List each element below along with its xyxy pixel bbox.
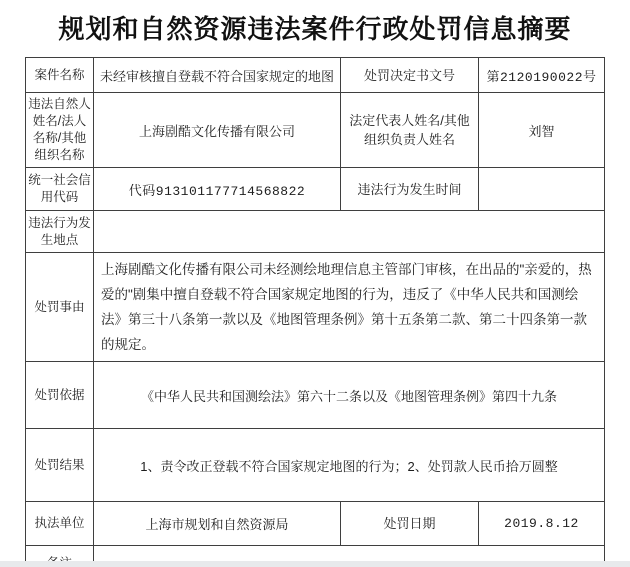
penalty-date-value: 2019.8.12 [479,502,605,546]
legal-representative-label: 法定代表人姓名/其他组织负责人姓名 [341,93,479,168]
table-row-violation-location [26,211,605,253]
table-row-enforcement-agency [26,502,605,546]
penalty-reason-label: 处罚事由 [26,253,94,362]
legal-representative-value: 刘智 [479,93,605,168]
case-name-label: 案件名称 [26,58,94,93]
page-bottom-edge [0,561,630,567]
violation-time-value [479,168,605,211]
table-row-penalty-basis [26,362,605,429]
offender-name-label: 违法自然人姓名/法人名称/其他组织名称 [26,93,94,168]
enforcement-agency-label: 执法单位 [26,502,94,546]
violation-location-label: 违法行为发生地点 [26,211,94,253]
penalty-reason-value: 上海剧酷文化传播有限公司未经测绘地理信息主管部门审核，在出品的"亲爱的，热爱的"剧集中擅自登载不符合国家规定地图的行为，违反了《中华人民共和国测绘法》第三十八条第一款以及《地图管理条例》第十五条第二款、第二十四条第一款的规定。 [94,253,605,362]
page-title: 规划和自然资源违法案件行政处罚信息摘要 [58,14,572,44]
penalty-result-label: 处罚结果 [26,429,94,502]
penalty-date-label: 处罚日期 [341,502,479,546]
table-row-penalty-result [26,429,605,502]
table-row-penalty-reason [26,253,605,362]
table-row-offender [26,93,605,168]
table-row-credit-code [26,168,605,211]
decision-doc-number-label: 处罚决定书文号 [341,58,479,93]
decision-doc-number-value: 第2120190022号 [479,58,605,93]
penalty-result-value: 1、责令改正登载不符合国家规定地图的行为；2、处罚款人民币拾万圆整 [94,429,605,502]
violation-location-value [94,211,605,253]
offender-name-value: 上海剧酷文化传播有限公司 [94,93,341,168]
credit-code-value: 代码913101177714568822 [94,168,341,211]
penalty-info-table [25,57,605,567]
penalty-basis-value: 《中华人民共和国测绘法》第六十二条以及《地图管理条例》第四十九条 [94,362,605,429]
enforcement-agency-value: 上海市规划和自然资源局 [94,502,341,546]
penalty-basis-label: 处罚依据 [26,362,94,429]
violation-time-label: 违法行为发生时间 [341,168,479,211]
table-row-case [26,58,605,93]
credit-code-label: 统一社会信用代码 [26,168,94,211]
case-name-value: 未经审核擅自登载不符合国家规定的地图 [94,58,341,93]
